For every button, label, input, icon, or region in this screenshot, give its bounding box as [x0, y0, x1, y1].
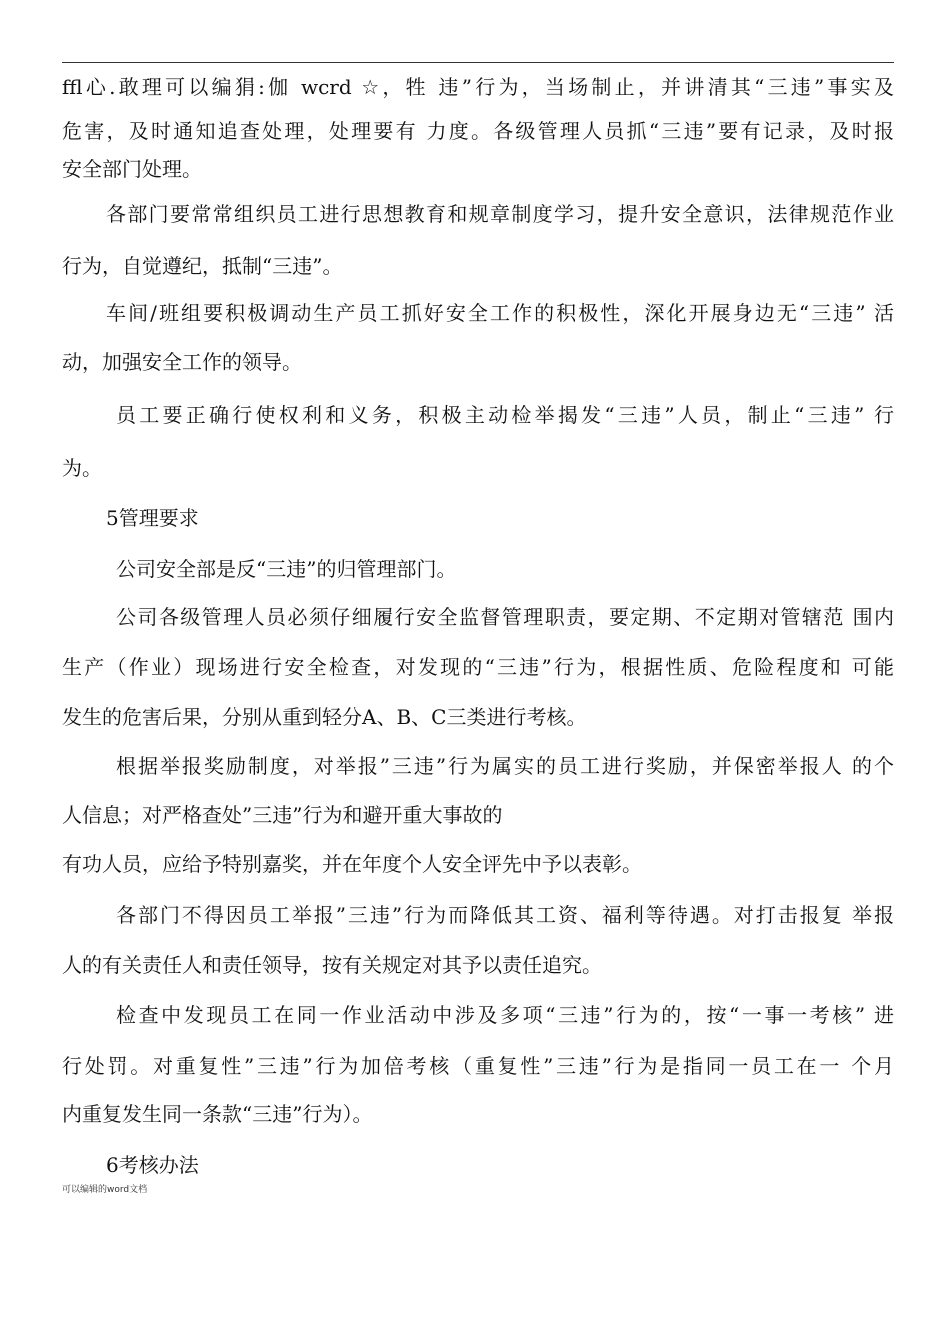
text-line: 各部门不得因员工举报”三违”行为而降低其工资、福利等待遇。对打击报复 举报 — [116, 903, 894, 927]
section-heading: 5管理要求 — [106, 506, 199, 530]
text-line: 内重复发生同一条款“三违”行为）。 — [62, 1102, 373, 1126]
page-footer: 可以编辑的word文档 — [62, 1185, 148, 1195]
text-line: ffl心.敢理可以编狷:伽 wcrd ☆，牲 违”行为，当场制止，并讲清其“三违”事实及 — [62, 75, 894, 99]
text-line: 为。 — [62, 456, 102, 480]
text-line: 检查中发现员工在同一作业活动中涉及多项“三违”行为的，按“一事一考核” 进 — [116, 1003, 894, 1027]
text-line: 人的有关责任人和责任领导，按有关规定对其予以责任追究。 — [62, 953, 602, 977]
text-line: 根据举报奖励制度，对举报”三违”行为属实的员工进行奖励，并保密举报人 的个 — [116, 754, 894, 778]
text-line: 公司各级管理人员必须仔细履行安全监督管理职责，要定期、不定期对管辖范 围内 — [116, 605, 894, 629]
text-line: 危害，及时通知追查处理，处理要有 力度。各级管理人员抓“三违”要有记录，及时报 — [62, 119, 894, 143]
text-line: 人信息；对严格查处”三违”行为和避开重大事故的 — [62, 803, 503, 827]
text-line: 公司安全部是反“三违”的归管理部门。 — [116, 557, 457, 581]
text-line: 动，加强安全工作的领导。 — [62, 350, 302, 374]
text-line: 安全部门处理。 — [62, 157, 202, 181]
text-line: 员工要正确行使权利和义务，积极主动检举揭发“三违”人员，制止“三违” 行 — [116, 403, 894, 427]
text-line: 有功人员，应给予特别嘉奖，并在年度个人安全评先中予以表彰。 — [62, 852, 642, 876]
text-line: 车间/班组要积极调动生产员工抓好安全工作的积极性，深化开展身边无“三违” 活 — [106, 301, 894, 325]
text-line: 行为，自觉遵纪，抵制“三违”。 — [62, 254, 343, 278]
header-rule — [62, 62, 894, 63]
section-heading: 6考核办法 — [106, 1153, 199, 1177]
text-line: 各部门要常常组织员工进行思想教育和规章制度学习，提升安全意识，法律规范作业 — [106, 202, 894, 226]
text-line: 行处罚。对重复性”三违”行为加倍考核（重复性”三违”行为是指同一员工在一 个月 — [62, 1054, 894, 1078]
text-line: 生产（作业）现场进行安全检查，对发现的“三违”行为，根据性质、危险程度和 可能 — [62, 655, 894, 679]
text-line: 发生的危害后果，分别从重到轻分A、B、C三类进行考核。 — [62, 705, 587, 729]
